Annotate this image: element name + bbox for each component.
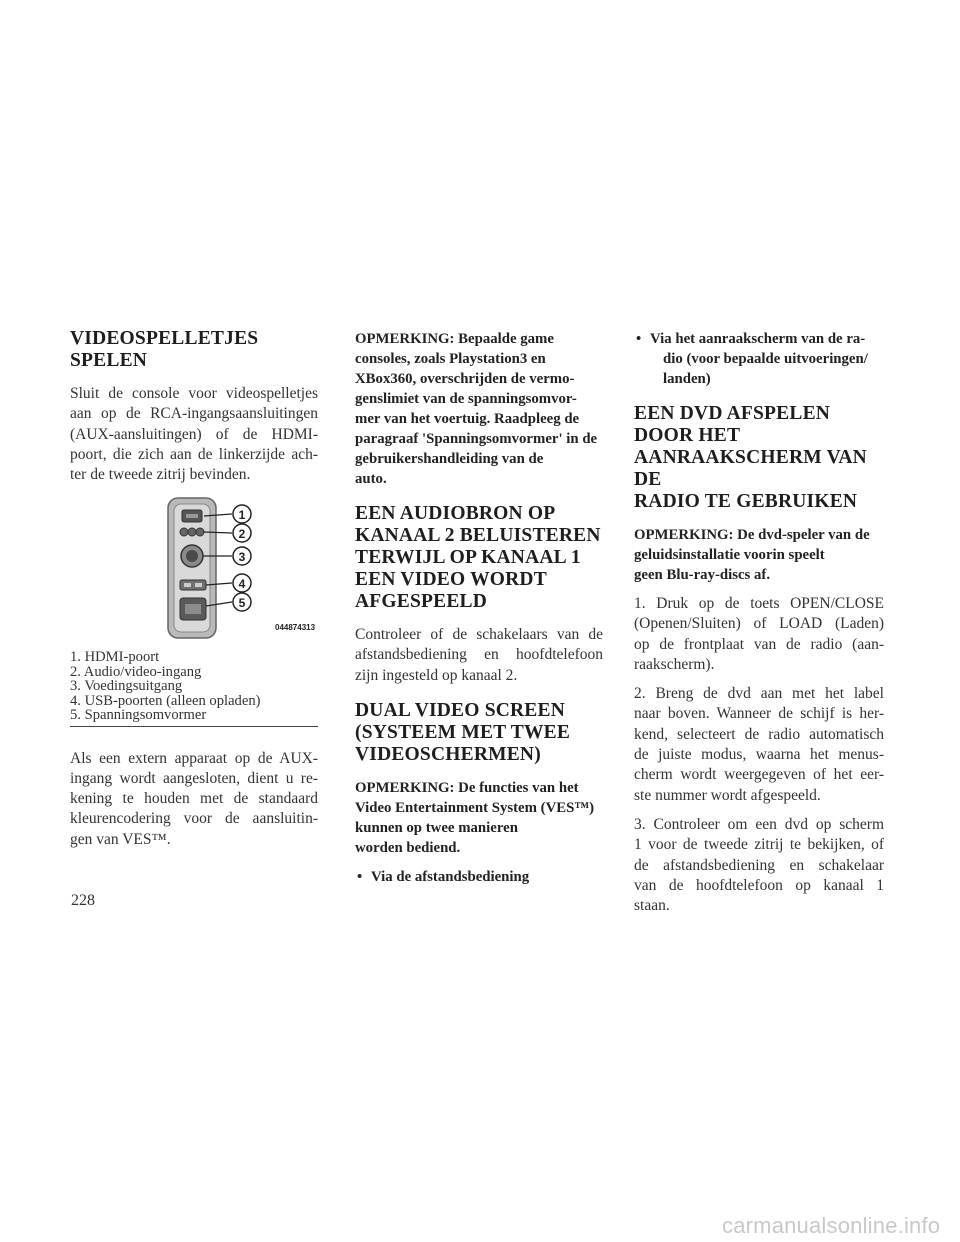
svg-text:5: 5	[238, 596, 246, 611]
paragraph-console-connect: Sluit de console voor videospelletjes aan op de RCA-ingangsaansluitingen (AUX-aansluitingen) of de HDMI- poort, die zich aan de linkerzijde ach- ter de tweede zitrij bevinden.	[70, 385, 318, 484]
legend-item: 4. USB-poorten (alleen opladen)	[70, 692, 261, 709]
step-1: 1. Druk op de toets OPEN/CLOSE (Openen/Sluiten) of LOAD (Laden) op de frontplaat van de radio (aan- raakscherm).	[634, 595, 884, 673]
svg-text:3: 3	[238, 550, 246, 565]
bullet-dot: •	[636, 331, 642, 347]
svg-text:4: 4	[238, 577, 246, 592]
rear-console-panel-figure	[70, 494, 318, 642]
step-2: 2. Breng de dvd aan met het label naar boven. Wanneer de schijf is her- kend, selecteert de radio automatisch de juiste modus, waarna het menus- cherm wordt weergegeven of het eer- ste nummer wordt afgespeeld.	[634, 685, 884, 804]
heading-audio-channel-2: EEN AUDIOBRON OP KANAAL 2 BELUISTEREN TERWIJL OP KANAAL 1 EEN VIDEO WORDT AFGESPEELD	[355, 503, 601, 612]
callout-5	[233, 593, 251, 611]
legend-item: 5. Spanningsomvormer	[70, 707, 207, 724]
paragraph-channel-2-check: Controleer of de schakelaars van de afstandsbediening en hoofdtelefoon zijn ingesteld op kanaal 2.	[355, 626, 603, 684]
heading-dual-video-screen: DUAL VIDEO SCREEN (SYSTEEM MET TWEE VIDEOSCHERMEN)	[355, 699, 571, 765]
heading-videospelletjes: VIDEOSPELLETJES SPELEN	[70, 328, 259, 371]
note-game-consoles: OPMERKING: Bepaalde game consoles, zoals Playstation3 en XBox360, overschrijden de vermo- genslimiet van de spanningsomvor- mer van het voertuig. Raadpleeg de paragraaf 'Spanningsomvormer' in de gebruikershandleiding van de auto.	[355, 331, 598, 487]
note-bluray: OPMERKING: De dvd-speler van de geluidsinstallatie voorin speelt geen Blu-ray-discs af.	[634, 527, 870, 583]
figure-legend	[70, 650, 318, 726]
legend-item: 2. Audio/video-ingang	[70, 663, 202, 680]
callout-2	[233, 524, 251, 542]
column-1	[70, 328, 318, 859]
bullet-dot: •	[357, 868, 363, 885]
heading-play-dvd: EEN DVD AFSPELEN DOOR HET AANRAAKSCHERM VAN DE RADIO TE GEBRUIKEN	[634, 403, 867, 512]
column-3	[634, 329, 884, 925]
step-3: 3. Controleer om een dvd op scherm 1 voor de tweede zitrij te bekijken, of de afstandsbediening en schakelaar van de hoofdtelefoon op kanaal 1 staan.	[634, 815, 884, 915]
note-ves-control: OPMERKING: De functies van het Video Entertainment System (VES™) kunnen op twee manieren worden bediend.	[355, 779, 595, 856]
bullet-remote-control: • Via de afstandsbediening	[357, 868, 530, 885]
figure-code: 044874313	[275, 623, 316, 633]
svg-text:2: 2	[238, 527, 246, 542]
bullet-touchscreen: • Via het aanraakscherm van de ra- dio (voor bepaalde uitvoeringen/ landen)	[636, 331, 868, 387]
callout-3	[233, 547, 251, 565]
rear-console-panel-illustration	[70, 494, 318, 642]
column-2	[355, 329, 603, 895]
legend-item: 3. Voedingsuitgang	[70, 678, 183, 695]
watermark: carmanualsonline.info	[722, 1213, 941, 1238]
page-number: 228	[71, 892, 95, 909]
callout-4	[233, 574, 251, 592]
callout-1	[233, 505, 251, 523]
legend-item: 1. HDMI-poort	[70, 649, 160, 666]
paragraph-aux-color-coding: Als een extern apparaat op de AUX- ingang wordt aangesloten, dient u re- kening te houden met de standaard kleurencodering voor de aansluitin- gen van VES™.	[70, 749, 318, 848]
svg-text:1: 1	[238, 508, 246, 523]
